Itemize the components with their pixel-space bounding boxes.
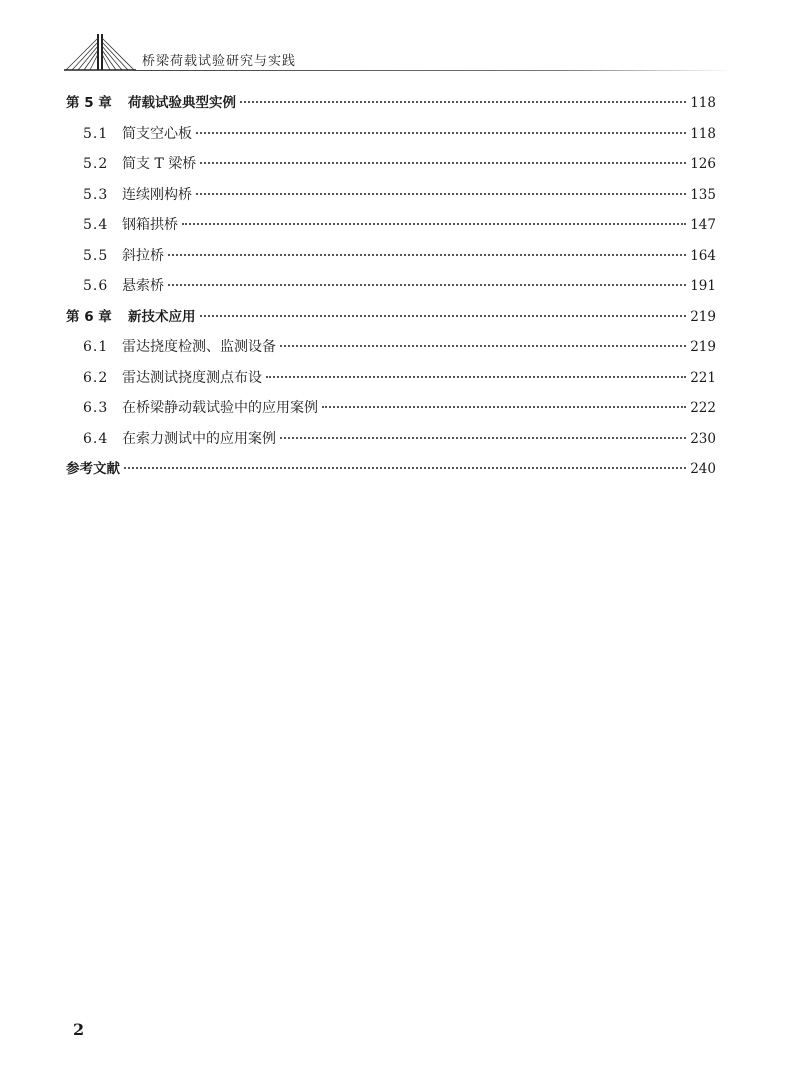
header-rule: [134, 70, 734, 71]
toc-entry-page: 230: [690, 430, 716, 447]
dot-leader: [322, 405, 686, 408]
dot-leader: [266, 375, 686, 378]
toc-entry-title: 新技术应用: [128, 308, 196, 325]
toc-entry-page: 222: [690, 400, 716, 416]
toc-entry-page: 240: [690, 461, 716, 477]
toc-section-entry[interactable]: [66, 367, 716, 398]
toc-entry-page: 118: [690, 95, 716, 111]
toc-entry-title: 悬索桥: [122, 278, 164, 294]
toc-section-entry[interactable]: [66, 245, 716, 276]
toc-entry-number: 6.4: [83, 430, 109, 447]
toc-entry-title: 钢箱拱桥: [122, 217, 178, 233]
toc-entry-title: 在索力测试中的应用案例: [122, 430, 276, 447]
toc-entry-page: 221: [690, 369, 716, 386]
toc-entry-title: 参考文献: [66, 461, 120, 477]
toc-entry-number: 第 6 章: [66, 308, 112, 325]
dot-leader: [168, 253, 686, 256]
dot-leader: [168, 283, 686, 286]
dot-leader: [280, 436, 686, 439]
dot-leader: [182, 222, 686, 225]
toc-entry-page: 147: [690, 217, 716, 233]
toc-entry-number: 6.1: [83, 339, 109, 355]
toc-entry-title: 在桥梁静动载试验中的应用案例: [122, 400, 318, 416]
cable-stayed-bridge-icon: [64, 30, 136, 74]
toc-entry-title: 连续刚构桥: [122, 186, 192, 203]
toc-entry-number: 5.1: [83, 125, 109, 142]
toc-entry-page: 191: [690, 278, 716, 294]
table-of-contents: [66, 92, 716, 489]
toc-section-entry[interactable]: [66, 153, 716, 184]
toc-section-entry[interactable]: [66, 397, 716, 428]
toc-entry-number: 5.6: [83, 278, 109, 294]
dot-leader: [196, 131, 686, 134]
toc-section-entry[interactable]: [66, 336, 716, 367]
toc-section-entry[interactable]: [66, 428, 716, 459]
dot-leader: [240, 100, 686, 103]
dot-leader: [124, 466, 686, 469]
dot-leader: [196, 192, 686, 195]
toc-entry-number: 5.3: [83, 186, 109, 203]
toc-section-entry[interactable]: [66, 214, 716, 245]
toc-entry-title: 雷达挠度检测、监测设备: [122, 339, 276, 355]
page-number: 2: [73, 1020, 85, 1039]
toc-entry-page: 219: [690, 308, 716, 325]
dot-leader: [200, 161, 686, 164]
toc-entry-number: 5.4: [83, 217, 109, 233]
toc-entry-title: 荷载试验典型实例: [128, 95, 236, 111]
toc-entry-title: 斜拉桥: [122, 247, 164, 264]
toc-section-entry[interactable]: [66, 184, 716, 215]
toc-entry-number: 6.3: [83, 400, 109, 416]
toc-entry-number: 6.2: [83, 369, 109, 386]
toc-chapter-entry[interactable]: [66, 92, 716, 123]
toc-entry-number: 5.5: [83, 247, 109, 264]
book-title: 桥梁荷载试验研究与实践: [142, 54, 297, 69]
toc-section-entry[interactable]: [66, 275, 716, 306]
toc-entry-page: 126: [690, 156, 716, 172]
toc-entry-number: 5.2: [83, 156, 109, 172]
dot-leader: [280, 344, 686, 347]
toc-entry-title: 简支 T 梁桥: [122, 156, 197, 172]
toc-entry-page: 118: [690, 125, 716, 142]
toc-section-entry[interactable]: [66, 123, 716, 154]
toc-entry-page: 164: [690, 247, 716, 264]
toc-entry-page: 219: [690, 339, 716, 355]
toc-entry-page: 135: [690, 186, 716, 203]
toc-chapter-entry[interactable]: [66, 458, 716, 489]
toc-entry-title: 简支空心板: [122, 125, 192, 142]
toc-entry-title: 雷达测试挠度测点布设: [122, 369, 262, 386]
dot-leader: [200, 314, 687, 317]
toc-chapter-entry[interactable]: [66, 306, 716, 337]
running-header: [64, 30, 664, 74]
toc-entry-number: 第 5 章: [66, 95, 112, 111]
